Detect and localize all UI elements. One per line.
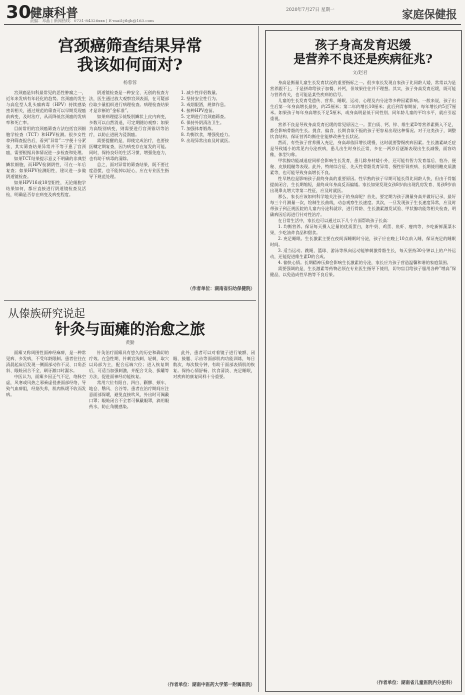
article2-column-1 [6,350,86,688]
paragraph: 面瘫又称周围性面神经麻痹，是一种常见病、多发病，不受年龄限制。患者往往在清晨起床后发现一侧面部动作不灵、口角歪斜、眼睑闭合不全，刷牙漱口时漏水。 [6,350,86,373]
article3-body [270,80,456,678]
article2-column-2 [89,350,169,688]
article2-column-3 [173,350,255,670]
article1-column-1 [6,90,86,296]
paragraph: 如果TCT结果提示意义不明确的非典型鳞状细胞，而HPV检测阴性，可在一年后复查；如果HPV检测阳性，建议进一步做阴道镜检查。 [6,156,86,179]
paragraph: 需要强调的是，生长激素等药物必须在专业医生指导下使用，切勿盲目给孩子服用各种“增高”保健品，以免造成性早熟等不良后果。 [270,266,456,277]
article2-kicker: 从傣族研究说起 [8,307,85,320]
article1-column-3 [173,90,255,286]
paragraph: 需要提醒的是，即使完成治疗，也要按医嘱定期复查，因为病变存在复发的可能。同时，保持良好的生活习惯，增强免疫力，也有助于病毒的清除。 [89,138,169,161]
page-number: 30 [6,2,32,23]
paragraph: 然而，有些孩子营养摄入充足，身高却依旧增长缓慢，这时就要警惕疾病因素。生长激素缺乏症是导致矮小的常见内分泌疾病，患儿出生时身长正常，多在一两岁后逐渐表现出生长减慢，面容幼稚，体型匀称。 [270,140,456,157]
article3-title [268,38,458,67]
masthead: 家庭保健报 [402,8,457,21]
paragraph: 如果HPV16或18型阳性，无论细胞学结果如何，都应直接进行阴道镜检查及活检，明确是否存在病变及病变程度。 [6,180,86,197]
paragraph: 常用穴位有阳白、四白、颧髎、颊车、地仓、翳风、合谷等。患者在治疗期间应注意面部保暖，避免直接吹风，外出时可佩戴口罩；眼睑闭合不全者可佩戴眼罩，滴用眼药水，防止角膜感染。 [89,380,169,409]
paragraph: 针灸治疗面瘫具有悠久的历史和确切的疗效。在急性期，针刺宜浅刺、轻刺，取穴以局部为主，配合远端穴位；进入恢复期后，可适当加强刺激，并配合艾灸、拔罐等方法，促进面神经功能恢复。 [89,350,169,379]
section-name: 健康科普 [30,6,79,20]
list-item: 3. 适当运动。跳绳、篮球、游泳等纵向运动能够刺激骨骼生长，每天坚持30分钟以上的户外运动，还能促进维生素D的合成。 [270,248,456,259]
list-item: 1. 减少性伴侣数量。 [181,90,220,95]
article-separator [4,300,256,301]
article1-title [6,36,254,74]
list-item: 9. 出现异常出血及时就医。 [181,138,233,143]
article1-author-note: （作者单位：湖南省妇幼保健院） [187,287,255,292]
header-rule [4,24,461,25]
article1-title-line2: 我该如何面对? [77,55,183,75]
paragraph: 总之，面对异常的筛查结果，既不要过度恐慌，也不能掉以轻心，应在专业医生指导下规范处理。 [89,162,169,179]
paragraph: 阴道镜检查是一种安全、无创的检查方法，医生通过放大观察宫颈表面，在可疑部位取少量组织进行病理检查。病理检查结果才是诊断的“金标准”。 [89,90,169,113]
paragraph: 身高是衡量儿童生长发育状况的重要指标之一。很多家长发现自家孩子比同龄人矮，常常以为是营养跟不上，于是拼命给孩子加餐、补钙，但效果往往并不理想。其实，孩子身高发育迟缓，既可能与营养有关，也可能是某些疾病的信号。 [270,80,456,97]
paragraph: 在日常生活中，家长也可以通过以下几个方面帮助孩子长高： [278,218,392,223]
article3-title-line1: 孩子身高发育迟缓 [314,38,411,52]
article2-author-note: （作者单位：湖南中医药大学第一附属医院） [165,683,255,688]
paragraph: 那么，家长应该如何科学地关注孩子的身高呢？首先，要定期为孩子测量身高并做好记录，最好每三个月测量一次，绘制生长曲线，动态观察生长速度。其次，一旦发现孩子生长速度异常，应及时带孩子到正规医院的儿童内分泌科就诊，进行骨龄、生长激素激发试验、甲状腺功能等相关检查，明确病因后再进行针对性治疗。 [270,194,456,217]
paragraph: 营养不良是导致身高发育迟缓的常见原因之一。蛋白质、钙、锌、维生素D等营养素摄入不足，都会影响骨骼的生长。挑食、偏食、长期食欲不振的孩子更容易出现这种情况。对于这类孩子，调整饮食结构、保证营养均衡往往能够改善生长状况。 [270,122,456,139]
article1-byline: 杨蓉蓉 [123,81,137,86]
list-item: 2. 坚持安全性行为。 [181,96,220,101]
article1-title-line1: 宫颈癌筛查结果异常 [57,36,202,55]
list-item: 2. 充足睡眠。生长激素主要在夜间深睡眠时分泌，孩子应在晚上10点前入睡，保证充足的睡眠时间。 [270,236,456,247]
article3-byline: 文/赵君 [352,71,368,76]
paragraph: 中医认为，面瘫多因正气不足，络脉空虚，风寒或风热之邪乘虚侵袭面部经络，导致气血痹阻，经筋失养，肌肉纵缓不收而发病。 [6,374,86,397]
paragraph: 性早熟也是影响孩子最终身高的重要原因。性早熟的孩子早期可能长得比同龄人快，但由于骨骺提前闭合，生长期缩短，最终成年身高反而偏矮。家长如果发现女孩8岁前出现乳房发育、男孩9岁前出现睾丸增大等第二性征，应及时就医。 [270,176,456,193]
list-item: 4. 接种HPV疫苗。 [181,108,217,113]
editor-contact: 责编：邓晶 | 新闻热线：0731-84326xxx | E-mail:jtbjb@163.com [30,18,154,23]
list-item: 6. 保持外阴清洁卫生。 [181,120,225,125]
paragraph: 目前常用的宫颈癌筛查方法包括宫颈细胞学检查（TCT）和HPV检测。很多女性拿到筛查报告后，看到“异常”二字便十分紧张，其实筛查结果异常并不等于患了宫颈癌，需要根据具体情况进一步检查和处理。 [6,126,86,155]
paragraph: 此外，患者可以对着镜子进行皱额、闭眼、鼓腮、示齿等面部肌肉功能训练，每日数次，每次数分钟，有助于面部表情肌的恢复。保持心情舒畅、饮食清淡、充足睡眠，对疾病的康复同样十分重要。 [173,350,255,379]
list-item: 8. 均衡饮食，增强免疫力。 [181,132,233,137]
article2-byline: 黄勤 [125,341,135,346]
article1-column-2 [89,90,169,296]
paragraph: 儿童的生长发育受遗传、营养、睡眠、运动、心理及内分泌等多种因素影响。一般来说，孩子出生后第一年身高增长最快，约25厘米；第二年约增长10厘米；此后到青春期前，每年增长约5至7厘米。如果孩子每年身高增长不足5厘米，或身高明显低于同性别、同年龄儿童的平均水平，就应引起重视。 [270,98,456,121]
list-item: 7. 加强体育锻炼。 [181,126,216,131]
article2-title: 针灸与面瘫的治愈之旅 [54,320,205,338]
article3-author-note: （作者单位：湖南省儿童医院内分泌科） [374,681,455,686]
paragraph: 如果病理提示低级别鳞状上皮内病变，多数可以自然消退，可定期随访观察；如果为高级别病变，则需要进行宫颈锥切等治疗，以防止进展为浸润癌。 [89,114,169,137]
article3-title-line2: 是营养不良还是疾病征兆? [293,52,433,67]
paragraph: 甲状腺功能减退症同样会影响生长发育，患儿除身材矮小外，还可能有智力发育落后、怕冷、便秘、皮肤粗糙等表现。此外，特纳综合征、先天性骨骼发育异常、慢性肝肾疾病、长期使用糖皮质激素等，也可能导致身高增长不良。 [270,158,456,175]
list-item: 4. 愉快心情。长期精神压抑会影响生长激素的分泌，家长应为孩子营造温馨和谐的家庭氛围。 [278,260,451,265]
issue-date: 2020年7月27日 星期一 [286,8,335,13]
list-item: 1. 均衡营养。保证每天摄入足量的优质蛋白，如牛奶、鸡蛋、鱼虾、瘦肉等，多吃新鲜蔬菜水果，少吃油炸食品和甜食。 [270,224,456,235]
list-item: 3. 戒烟限酒，规律作息。 [181,102,229,107]
paragraph: 宫颈癌是妇科最常见的恶性肿瘤之一，近年来发病有年轻化的趋势。宫颈癌的发生与高危型人乳头瘤病毒（HPV）持续感染密切相关，通过规范的筛查可以早期发现癌前病变，及时治疗，从而降低宫颈癌的发病率和死亡率。 [6,90,86,125]
list-item: 5. 定期进行宫颈癌筛查。 [181,114,229,119]
column-divider [258,26,259,692]
